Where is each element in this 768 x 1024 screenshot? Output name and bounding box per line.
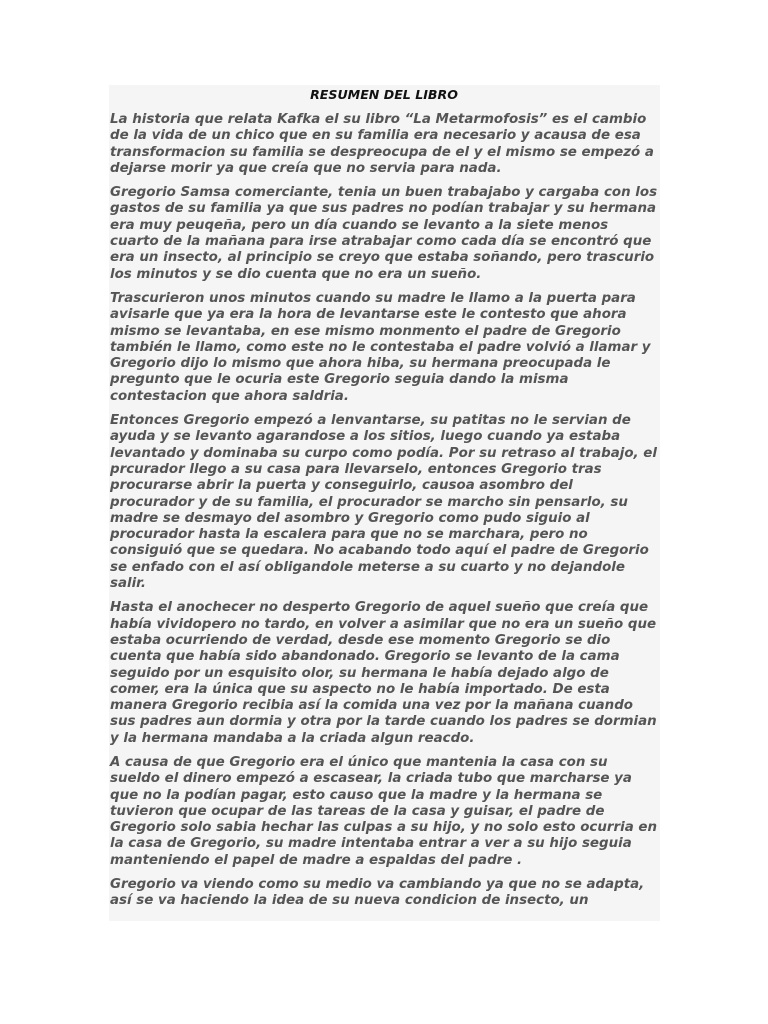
- document-title: RESUMEN DEL LIBRO: [310, 87, 458, 102]
- paragraph: Trascurieron unos minutos cuando su madre le llamo a la puerta para avisarle que ya era la hora de levantarse este le contesto que ahora mismo se levantaba, en ese mismo monmento el padre de Gregorio también le llamo, como este no le contestaba el padre volvió a llamar y Gregorio dijo lo mismo que ahora hiba, su hermana preocupada le pregunto que le ocuria este Gregorio seguia dando la misma contestacion que ahora saldria.: [110, 290, 651, 404]
- document-text-block: [109, 85, 660, 921]
- paragraph: Gregorio Samsa comerciante, tenia un buen trabajabo y cargaba con los gastos de su familia ya que sus padres no podían trabajar y su hermana era muy peuqeña, pero un día cuando se levanto a la siete menos cuarto de la mañana para irse atrabajar como cada día se encontró que era un insecto, al principio se creyo que estaba soñando, pero trascurio los minutos y se dio cuenta que no era un sueño.: [110, 185, 658, 282]
- paragraph: Entonces Gregorio empezó a lenvantarse, su patitas no le servian de ayuda y se levanto agarandose a los sitios, luego cuando ya estaba levantado y dominaba su curpo como podía. Por su retraso al trabajo, el prcurador llego a su casa para llevarselo, entonces Gregorio tras procurarse abrir la puerta y conseguirlo, causoa asombro del procurador y de su familia, el procurador se marcho sin pensarlo, su madre se desmayo del asombro y Gregorio como pudo siguio al procurador hasta la escalera para que no se marchara, pero no consiguió que se quedara. No acabando todo aquí el padre de Gregorio se enfado con el así obligandole meterse a su cuarto y no dejandole salir.: [110, 413, 657, 592]
- paragraph: A causa de que Gregorio era el único que mantenia la casa con su sueldo el dinero empezó a escasear, la criada tubo que marcharse ya que no la podían pagar, esto causo que la madre y la hermana se tuvieron que ocupar de las tareas de la casa y guisar, el padre de Gregorio solo sabia hechar las culpas a su hijo, y no solo esto ocurria en la casa de Gregorio, su madre intentaba entrar a ver a su hijo seguia manteniendo el papel de madre a espaldas del padre .: [110, 754, 658, 868]
- paragraph: Hasta el anochecer no desperto Gregorio de aquel sueño que creía que había vividopero no tardo, en volver a asimilar que no era un sueño que estaba ocurriendo de verdad, desde ese momento Gregorio se dio cuenta que había sido abandonado. Gregorio se levanto de la cama seguido por un esquisito olor, su hermana le había dejado algo de comer, era la única que su aspecto no le había importado. De esta manera Gregorio recibia así la comida una vez por la mañana cuando sus padres aun dormia y otra por la tarde cuando los padres se dormian y la hermana mandaba a la criada algun reacdo.: [110, 600, 657, 746]
- paragraph: La historia que relata Kafka el su libro “La Metarmofosis” es el cambio de la vida de un chico que en su familia era necesario y acausa de esa transformacion su familia se despreocupa de el y el mismo se empezó a dejarse morir ya que creía que no servia para nada.: [110, 112, 654, 176]
- paragraph: Gregorio va viendo como su medio va cambiando ya que no se adapta, así se va haciendo la idea de su nueva condicion de insecto, un: [110, 877, 645, 909]
